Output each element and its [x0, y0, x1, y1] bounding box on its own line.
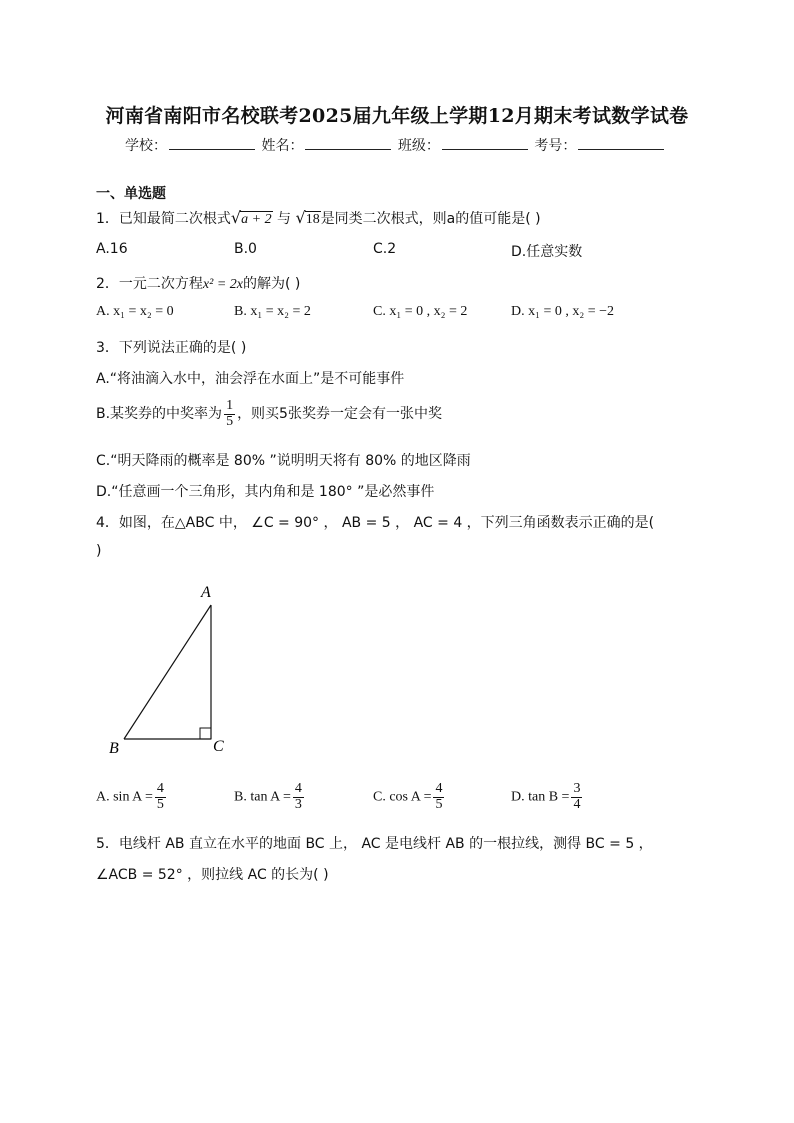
q3-option-c: C.“明天降雨的概率是 80% ”说明明天将有 80% 的地区降雨: [96, 453, 471, 469]
q4-b-fraction: [293, 782, 304, 812]
fraction-denominator: 3: [294, 796, 302, 812]
fraction-denominator: 5: [435, 796, 443, 812]
question-4-stem-line2: ): [96, 543, 102, 559]
q2-option-d: D. x₁ = 0 , x₂ = −2: [511, 304, 615, 319]
q3-option-b: [96, 399, 442, 429]
q2-option-c: C. x₁ = 0 , x₂ = 2: [373, 304, 468, 319]
q1-option-b: B.0: [234, 241, 257, 257]
radical-icon: √: [230, 208, 242, 227]
q2-option-a: A. x₁ = x₂ = 0: [96, 304, 174, 319]
school-blank: [169, 137, 255, 150]
question-2-stem: [96, 273, 300, 293]
question-3-stem: 3．下列说法正确的是( ): [96, 340, 247, 356]
q4-option-d: [511, 782, 584, 812]
q1-option-c: C.2: [373, 241, 397, 257]
q1-prefix: 1．已知最简二次根式: [96, 211, 231, 227]
triangle-figure: [100, 575, 240, 765]
q1-option-a: A.16: [96, 241, 128, 257]
q4-d-prefix: D. tan B =: [511, 789, 570, 805]
vertex-label-a: A: [201, 584, 211, 601]
side-ab: [124, 605, 211, 739]
q2-prefix: 2．一元二次方程: [96, 276, 203, 292]
student-info-row: [125, 135, 666, 155]
fraction-denominator: 5: [156, 796, 164, 812]
section-heading: 一、单选题: [96, 186, 166, 202]
school-label: 学校：: [125, 138, 167, 154]
q4-c-prefix: C. cos A =: [373, 789, 432, 805]
question-5-stem-line1: 5．电线杆 AB 直立在水平的地面 BC 上， AC 是电线杆 AB 的一根拉线，测得 BC = 5 ，: [96, 836, 653, 852]
fraction-numerator: 4: [294, 781, 302, 796]
q4-option-b: [234, 782, 306, 812]
fraction-numerator: 1: [226, 398, 234, 413]
fraction-numerator: 3: [573, 781, 581, 796]
q2-suffix: 的解为( ): [243, 276, 301, 292]
q4-a-fraction: [155, 782, 166, 812]
fraction-numerator: 4: [156, 781, 164, 796]
fraction-numerator: 4: [435, 781, 443, 796]
vertex-label-c: C: [213, 738, 224, 755]
q4-b-prefix: B. tan A =: [234, 789, 291, 805]
q4-c-fraction: [433, 782, 444, 812]
question-1-stem: [96, 208, 541, 228]
fraction-denominator: 4: [573, 796, 581, 812]
right-angle-mark: [200, 728, 211, 739]
q1-mid: 与: [277, 211, 292, 227]
radical-icon: √: [295, 208, 306, 227]
q3-b-suffix: ，则买5张奖券一定会有一张中奖: [237, 406, 442, 423]
q3-b-prefix: B.某奖券的中奖率为: [96, 406, 223, 423]
q1-suffix: 是同类二次根式，则a的值可能是( ): [320, 211, 541, 227]
class-label: 班级：: [397, 138, 440, 154]
name-blank: [305, 137, 391, 150]
number-blank: [578, 137, 664, 150]
q2-equation: x² = 2x: [202, 277, 243, 292]
q3-b-fraction: [224, 399, 235, 429]
q4-d-fraction: [571, 782, 582, 812]
class-blank: [442, 137, 528, 150]
q1-radicand-1: a + 2: [241, 212, 272, 227]
q2-option-b: B. x₁ = x₂ = 2: [234, 304, 311, 319]
q3-option-d: D.“任意画一个三角形，其内角和是 180° ”是必然事件: [96, 484, 435, 500]
q3-option-a: A.“将油滴入水中，油会浮在水面上”是不可能事件: [96, 371, 405, 387]
q4-option-c: [373, 782, 446, 812]
question-4-stem-line1: 4．如图，在△ABC 中， ∠C = 90° ， AB = 5 ， AC = 4 ，下列三角函数表示正确的是(: [96, 515, 655, 531]
q4-option-a: [96, 782, 168, 812]
q1-option-d: D.任意实数: [511, 244, 583, 260]
q1-radicand-2: 18: [305, 212, 320, 227]
fraction-denominator: 5: [226, 413, 234, 429]
name-label: 姓名：: [261, 138, 304, 154]
exam-title: 河南省南阳市名校联考2025届九年级上学期12月期末考试数学试卷: [105, 105, 689, 127]
question-5-stem-line2: ∠ACB = 52° ，则拉线 AC 的长为( ): [96, 867, 329, 883]
q4-a-prefix: A. sin A =: [96, 789, 153, 805]
vertex-label-b: B: [109, 740, 119, 757]
number-label: 考号：: [534, 138, 577, 154]
